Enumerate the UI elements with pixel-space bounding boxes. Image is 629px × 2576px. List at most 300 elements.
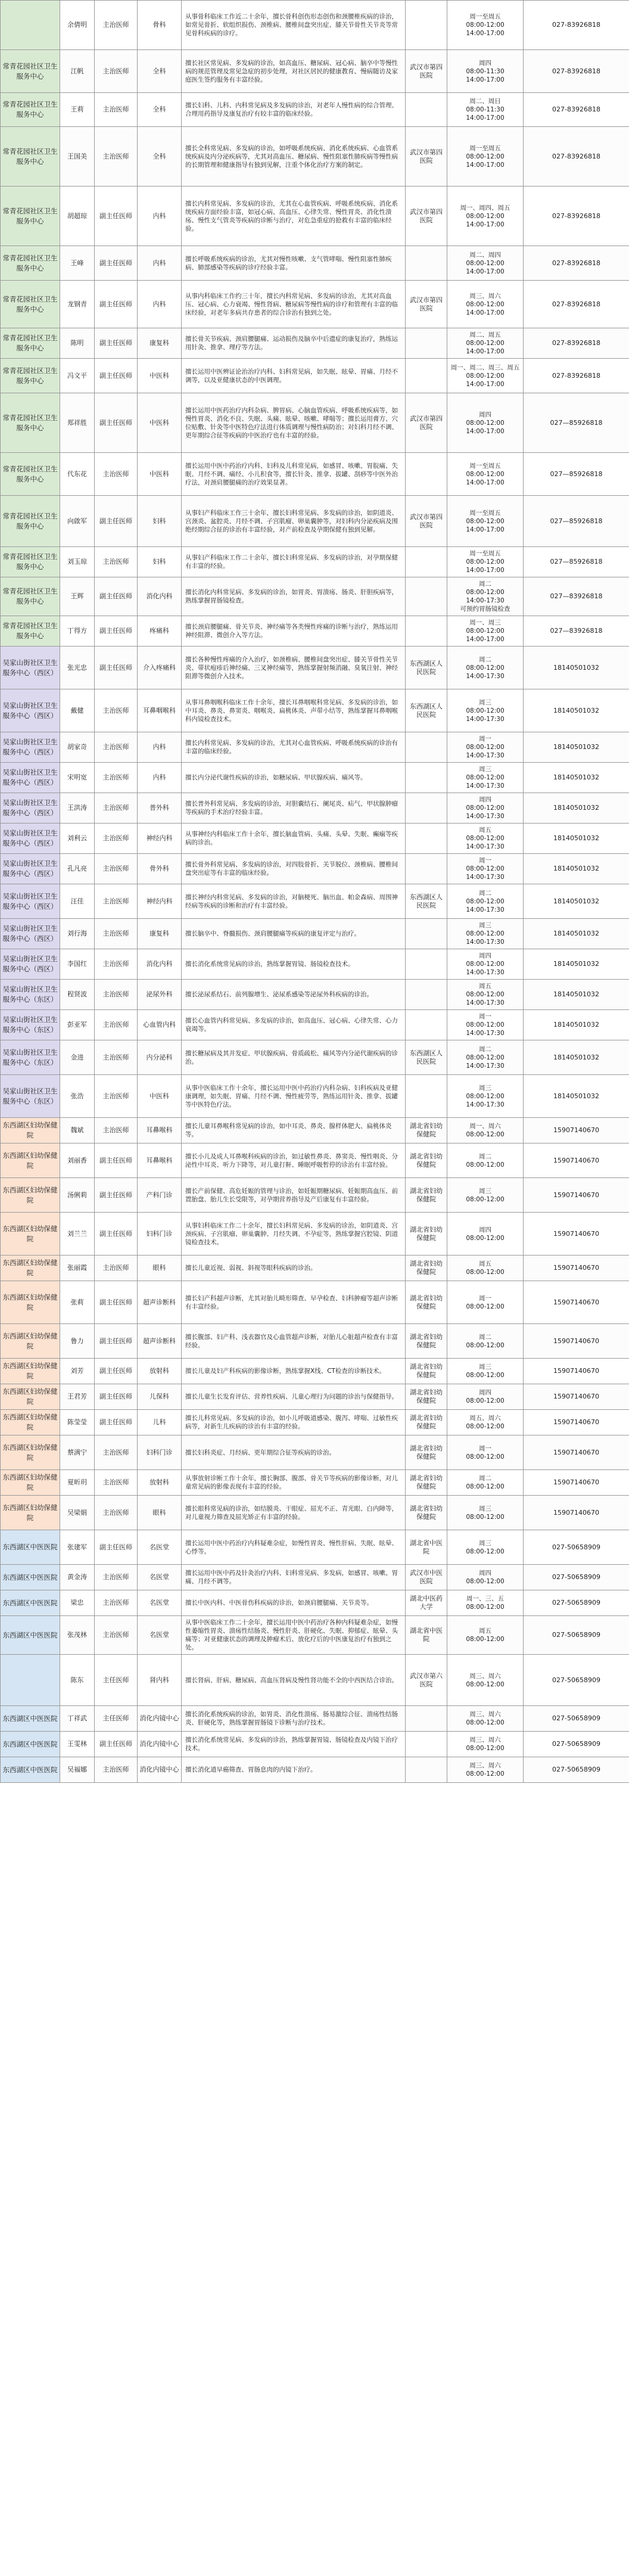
institution-cell: 东西湖区妇幼保健院	[1, 1118, 60, 1143]
institution-cell: 东西湖区中医医院	[1, 1706, 60, 1732]
specialty-description: 擅长骨关节疾病、颈肩腰腿痛、运动损伤及脑卒中后遗症的康复治疗，熟练运用针灸、推拿、理疗等方法。	[182, 328, 406, 359]
table-row	[1, 980, 629, 1010]
department: 中医科	[138, 393, 182, 453]
contact-phone: 027-83926818	[524, 328, 629, 359]
contact-phone: 027—83926818	[524, 577, 629, 616]
institution-cell: 东西湖区中医医院	[1, 1590, 60, 1616]
host-hospital	[406, 359, 447, 393]
clinic-hours: 周三、周六 08:00-12:00	[447, 1757, 524, 1783]
institution-cell: 常青花园社区卫生服务中心	[1, 246, 60, 281]
department: 儿保科	[138, 1384, 182, 1410]
host-hospital: 东西湖区人民医院	[406, 689, 447, 732]
specialty-description: 从事中医临床工作二十余年，擅长运用中医中药治疗各种内科疑难杂症，如慢性萎缩性胃炎、溃疡性结肠炎、慢性肝炎、肝硬化、失眠、抑郁症、眩晕、头痛等；对亚健康状态的调理及肿瘤术后、放化疗后的中医康复治疗有独到之处。	[182, 1616, 406, 1655]
department: 肾内科	[138, 1655, 182, 1706]
contact-phone: 027—85926818	[524, 496, 629, 547]
specialty-description: 从事放射诊断工作十余年，擅长胸部、腹部、骨关节等疾病的影像诊断，对儿童常见病的影像表现有丰富的经验。	[182, 1470, 406, 1496]
table-row	[1, 1075, 629, 1118]
clinic-hours: 周一 08:00-12:00	[447, 1281, 524, 1324]
contact-phone: 15907140670	[524, 1359, 629, 1384]
doctor-name: 张茂林	[60, 1616, 95, 1655]
table-row	[1, 1435, 629, 1470]
contact-phone: 18140501032	[524, 732, 629, 763]
specialty-description: 擅长呼吸系统疾病的诊治，尤其对慢性咳嗽、支气管哮喘、慢性阻塞性肺疾病、肺部感染等疾病的诊疗经验丰富。	[182, 246, 406, 281]
doctor-name: 黄金涛	[60, 1565, 95, 1590]
contact-phone: 18140501032	[524, 1010, 629, 1040]
clinic-hours: 周四 08:00-12:00 14:00-17:00	[447, 393, 524, 453]
host-hospital: 湖北省妇幼保健院	[406, 1324, 447, 1359]
doctor-title: 副主任医师	[95, 1213, 138, 1256]
clinic-hours: 周五 08:00-12:00 14:00-17:30	[447, 824, 524, 854]
specialty-description: 擅长儿童近视、弱视、斜视等眼科疾病的诊治。	[182, 1256, 406, 1281]
department: 神经内科	[138, 884, 182, 919]
table-row	[1, 949, 629, 980]
doctor-name: 王峰	[60, 246, 95, 281]
department: 普外科	[138, 793, 182, 824]
doctor-title: 主治医师	[95, 884, 138, 919]
institution-cell: 常青花园社区卫生服务中心	[1, 50, 60, 93]
institution-cell: 常青花园社区卫生服务中心	[1, 577, 60, 616]
doctor-name: 王辉	[60, 577, 95, 616]
specialty-description: 擅长运用中医中药治疗内科、妇科及儿科常见病，如感冒、咳嗽、胃脘痛、失眠、月经不调、痛经、小儿积食等，擅长针灸、推拿、拔罐、刮痧等中医外治疗法，对颈肩腰腿痛的治疗效果显著。	[182, 453, 406, 496]
specialty-description: 擅长各种慢性疼痛的介入治疗，如颈椎病、腰椎间盘突出症、膝关节骨性关节炎、带状疱疹后神经痛、三叉神经痛等，熟练掌握射频消融、臭氧注射、神经阻滞等微创介入技术。	[182, 647, 406, 689]
clinic-hours: 周一至周五 08:00-12:00 14:00-17:00	[447, 496, 524, 547]
institution-cell: 东西湖区妇幼保健院	[1, 1496, 60, 1530]
clinic-hours: 周三 08:00-12:00 14:00-17:30	[447, 1075, 524, 1118]
doctor-name: 丁祥武	[60, 1706, 95, 1732]
doctor-name: 蔡满宁	[60, 1435, 95, 1470]
doctor-name: 江帆	[60, 50, 95, 93]
host-hospital: 东西湖区人民医院	[406, 1040, 447, 1075]
contact-phone: 027—85926818	[524, 453, 629, 496]
clinic-hours: 周二 08:00-12:00	[447, 1143, 524, 1178]
department: 放射科	[138, 1359, 182, 1384]
host-hospital	[406, 732, 447, 763]
specialty-description: 擅长内科常见病、多发病的诊治，尤其在心血管疾病、呼吸系统疾病、消化系统疾病方面经验丰富，如冠心病、高血压、心律失常、慢性胃炎、消化性溃疡、慢性支气管炎等疾病的诊断与治疗，对危急重症的抢救有丰富的临床经验。	[182, 187, 406, 246]
clinic-hours: 周五 08:00-12:00	[447, 1256, 524, 1281]
doctor-title: 主治医师	[95, 1040, 138, 1075]
host-hospital: 武汉市第四医院	[406, 496, 447, 547]
contact-phone: 15907140670	[524, 1281, 629, 1324]
clinic-hours: 周一至周五 08:00-12:00 14:00-17:00	[447, 1, 524, 50]
host-hospital	[406, 1, 447, 50]
institution-cell: 吴家山街社区卫生服务中心（东区）	[1, 1075, 60, 1118]
department: 骨科	[138, 1, 182, 50]
doctor-name: 郑祥胜	[60, 393, 95, 453]
specialty-description: 擅长运用中医药治疗内科杂病、脾胃病、心脑血管疾病、呼吸系统疾病等，如慢性胃炎、消化不良、失眠、头痛、眩晕、咳嗽、哮喘等；擅长运用膏方、穴位贴敷、针灸等中医特色疗法进行体质调理与慢性病防治；对妇科月经不调、更年期综合征等疾病的中医治疗也有丰富的经验。	[182, 393, 406, 453]
department: 中医科	[138, 453, 182, 496]
department: 名医堂	[138, 1565, 182, 1590]
doctor-title: 副主任医师	[95, 616, 138, 647]
doctor-title: 副主任医师	[95, 1143, 138, 1178]
host-hospital: 湖北省妇幼保健院	[406, 1435, 447, 1470]
clinic-hours: 周二 08:00-12:00 14:00-17:30 可预约胃肠镜检查	[447, 577, 524, 616]
doctor-title: 副主任医师	[95, 393, 138, 453]
host-hospital: 湖北省中医院	[406, 1616, 447, 1655]
doctor-name: 鲁力	[60, 1324, 95, 1359]
specialty-description: 擅长运用中医辨证论治治疗内科、妇科常见病，如失眠、眩晕、胃痛、月经不调等，以及亚健康状态的中医调理。	[182, 359, 406, 393]
contact-phone: 18140501032	[524, 949, 629, 980]
specialty-description: 擅长全科常见病、多发病的诊治，如呼吸系统疾病、消化系统疾病、心血管系统疾病及内分泌疾病等，尤其对高血压、糖尿病、慢性阻塞性肺疾病等慢性病的长期管理和健康指导有独到见解，注重个体化治疗方案的制定。	[182, 127, 406, 187]
specialty-description: 从事内科临床工作约三十年，擅长内科常见病、多发病的诊治，尤其对高血压、冠心病、心力衰竭、慢性肾病、糖尿病等慢性病的诊疗和管理有丰富的临床经验，对老年多病共存患者的综合诊治有独到之处。	[182, 281, 406, 328]
table-row	[1, 854, 629, 884]
doctor-name: 丁得方	[60, 616, 95, 647]
table-row	[1, 1616, 629, 1655]
doctor-title: 主治医师	[95, 980, 138, 1010]
clinic-hours: 周二、周四 08:00-12:00 14:00-17:00	[447, 246, 524, 281]
doctor-name: 代东花	[60, 453, 95, 496]
host-hospital	[406, 763, 447, 793]
contact-phone: 18140501032	[524, 824, 629, 854]
doctor-title: 主治医师	[95, 1470, 138, 1496]
host-hospital: 武汉市中医医院	[406, 1565, 447, 1590]
doctor-name: 向啟军	[60, 496, 95, 547]
specialty-description: 擅长中医内科、中医骨伤科疾病的诊治，如颈肩腰腿痛、关节炎等。	[182, 1590, 406, 1616]
doctor-title: 主治医师	[95, 1, 138, 50]
host-hospital: 湖北省妇幼保健院	[406, 1143, 447, 1178]
specialty-description: 擅长消化内科常见病、多发病的诊治，如胃炎、胃溃疡、肠炎、肝胆疾病等，熟练掌握胃肠镜检查。	[182, 577, 406, 616]
specialty-description: 擅长运用中医中药及针灸治疗内科、妇科常见病、多发病，如感冒、咳嗽、胃痛、月经不调等。	[182, 1565, 406, 1590]
clinic-hours: 周四 08:00-12:00	[447, 1213, 524, 1256]
doctor-name: 胡超琼	[60, 187, 95, 246]
institution-cell: 东西湖区妇幼保健院	[1, 1324, 60, 1359]
clinic-hours: 周二 08:00-12:00 14:00-17:30	[447, 884, 524, 919]
contact-phone: 027-83926818	[524, 50, 629, 93]
doctor-name: 彭亚军	[60, 1010, 95, 1040]
doctor-title: 主治医师	[95, 1010, 138, 1040]
doctor-name: 刘玉琼	[60, 547, 95, 577]
table-row	[1, 453, 629, 496]
department: 内科	[138, 281, 182, 328]
host-hospital: 湖北中医药大学	[406, 1590, 447, 1616]
institution-cell: 东西湖区中医医院	[1, 1757, 60, 1783]
clinic-hours: 周一 08:00-12:00 14:00-17:30	[447, 854, 524, 884]
doctor-name: 陈明	[60, 328, 95, 359]
doctor-name: 李国红	[60, 949, 95, 980]
department: 疼痛科	[138, 616, 182, 647]
specialty-description: 擅长泌尿系结石、前列腺增生、泌尿系感染等泌尿外科疾病的诊治。	[182, 980, 406, 1010]
table-row	[1, 187, 629, 246]
table-row	[1, 1655, 629, 1706]
doctor-name: 夏昕玥	[60, 1470, 95, 1496]
clinic-hours: 周四 08:00-11:30 14:00-17:00	[447, 50, 524, 93]
doctor-name: 龙钢青	[60, 281, 95, 328]
institution-cell: 东西湖区中医医院	[1, 1565, 60, 1590]
host-hospital	[406, 793, 447, 824]
clinic-hours: 周四 08:00-12:00	[447, 1384, 524, 1410]
contact-phone: 15907140670	[524, 1213, 629, 1256]
specialty-description: 擅长骨外科常见病、多发病的诊治，对四肢骨折、关节脱位、颈椎病、腰椎间盘突出症等有丰富的临床经验。	[182, 854, 406, 884]
doctor-name: 宋明宽	[60, 763, 95, 793]
table-row	[1, 824, 629, 854]
clinic-hours: 周二 08:00-12:00 14:00-17:30	[447, 647, 524, 689]
institution-cell: 东西湖区妇幼保健院	[1, 1410, 60, 1435]
clinic-hours: 周三、周六 08:00-12:00	[447, 1706, 524, 1732]
host-hospital: 湖北省妇幼保健院	[406, 1118, 447, 1143]
host-hospital: 武汉市第四医院	[406, 127, 447, 187]
department: 耳鼻喉科	[138, 1143, 182, 1178]
clinic-hours: 周四 08:00-12:00 14:00-17:30	[447, 949, 524, 980]
specialty-description: 擅长内科常见病、多发病的诊治，尤其对心血管疾病、呼吸系统疾病的诊治有丰富的临床经验。	[182, 732, 406, 763]
table-row	[1, 1324, 629, 1359]
institution-cell: 吴家山街社区卫生服务中心（西区）	[1, 793, 60, 824]
contact-phone: 027—85926818	[524, 547, 629, 577]
table-row	[1, 1530, 629, 1565]
contact-phone: 027-83926818	[524, 246, 629, 281]
clinic-hours: 周二 08:00-12:00 14:00-17:30	[447, 1040, 524, 1075]
contact-phone: 18140501032	[524, 689, 629, 732]
clinic-hours: 周四 08:00-12:00 14:00-17:30	[447, 793, 524, 824]
doctor-name: 刘兰兰	[60, 1213, 95, 1256]
specialty-description: 从事耳鼻咽喉科临床工作十余年，擅长耳鼻咽喉科常见病、多发病的诊治，如中耳炎、鼻炎、鼻窦炎、咽喉炎、扁桃体炎、声带小结等，熟练掌握耳鼻咽喉科内镜检查技术。	[182, 689, 406, 732]
doctor-name: 王雯林	[60, 1732, 95, 1757]
clinic-hours: 周一至周五 08:00-12:00 14:00-17:00	[447, 547, 524, 577]
department: 超声诊断科	[138, 1281, 182, 1324]
table-row	[1, 1470, 629, 1496]
host-hospital: 湖北省妇幼保健院	[406, 1496, 447, 1530]
specialty-description: 从事妇产科临床工作三十余年，擅长妇科常见病、多发病的诊治，如阴道炎、宫颈炎、盆腔炎、月经不调、子宫肌瘤、卵巢囊肿等，对妇科内分泌疾病及围绝经期综合征的诊治有丰富经验，对产前检查及孕期保健有独到见解。	[182, 496, 406, 547]
table-row	[1, 328, 629, 359]
table-body	[1, 1, 629, 1783]
department: 消化内科	[138, 577, 182, 616]
specialty-description: 擅长消化系统常见病、多发病的诊治，熟练掌握胃镜、肠镜检查及内镜下治疗技术。	[182, 1732, 406, 1757]
doctor-title: 主治医师	[95, 919, 138, 949]
department: 中医科	[138, 1075, 182, 1118]
contact-phone: 027-50658909	[524, 1655, 629, 1706]
doctor-title: 主治医师	[95, 1256, 138, 1281]
department: 妇科门诊	[138, 1213, 182, 1256]
clinic-hours: 周一 08:00-12:00 14:00-17:30	[447, 1010, 524, 1040]
table-row	[1, 793, 629, 824]
clinic-hours: 周三 08:00-12:00 14:00-17:30	[447, 763, 524, 793]
contact-phone: 027-83926818	[524, 187, 629, 246]
contact-phone: 18140501032	[524, 854, 629, 884]
clinic-hours: 周一 08:00-12:00 14:00-17:30	[447, 732, 524, 763]
clinic-hours: 周一、周三 08:00-12:00 14:00-17:00	[447, 616, 524, 647]
doctor-name: 程贤波	[60, 980, 95, 1010]
clinic-hours: 周三 08:00-12:00	[447, 1496, 524, 1530]
institution-cell: 东西湖区妇幼保健院	[1, 1281, 60, 1324]
contact-phone: 027-83926818	[524, 127, 629, 187]
clinic-hours: 周三 08:00-12:00	[447, 1530, 524, 1565]
department: 介入疼痛科	[138, 647, 182, 689]
table-row	[1, 281, 629, 328]
department: 神经内科	[138, 824, 182, 854]
table-row	[1, 93, 629, 127]
department: 内科	[138, 763, 182, 793]
host-hospital	[406, 824, 447, 854]
institution-cell: 吴家山街社区卫生服务中心（西区）	[1, 647, 60, 689]
host-hospital: 湖北省中医院	[406, 1530, 447, 1565]
host-hospital	[406, 93, 447, 127]
contact-phone: 027-50658909	[524, 1732, 629, 1757]
clinic-hours: 周二、周五 08:00-12:00 14:00-17:00	[447, 328, 524, 359]
doctor-title: 副主任医师	[95, 1410, 138, 1435]
doctor-name: 魏斌	[60, 1118, 95, 1143]
contact-phone: 027-50658909	[524, 1706, 629, 1732]
doctor-name: 陈莹莹	[60, 1410, 95, 1435]
specialty-description: 擅长肾病、肝病、糖尿病、高血压肾病及慢性肾功能不全的中西医结合诊治。	[182, 1655, 406, 1706]
table-row	[1, 919, 629, 949]
table-row	[1, 647, 629, 689]
contact-phone: 15907140670	[524, 1384, 629, 1410]
host-hospital: 武汉市第四医院	[406, 393, 447, 453]
clinic-hours: 周三、周六 08:00-12:00 14:00-17:00	[447, 281, 524, 328]
doctor-name: 王莉	[60, 93, 95, 127]
doctor-name: 汪佳	[60, 884, 95, 919]
department: 泌尿外科	[138, 980, 182, 1010]
doctor-name: 刘利云	[60, 824, 95, 854]
doctor-title: 副主任医师	[95, 1384, 138, 1410]
contact-phone: 18140501032	[524, 919, 629, 949]
host-hospital	[406, 919, 447, 949]
doctor-title: 主治医师	[95, 1757, 138, 1783]
contact-phone: 027—85926818	[524, 393, 629, 453]
doctor-title: 副主任医师	[95, 359, 138, 393]
table-row	[1, 1384, 629, 1410]
doctor-title: 副主任医师	[95, 281, 138, 328]
department: 消化内镜中心	[138, 1732, 182, 1757]
table-row	[1, 689, 629, 732]
specialty-description: 擅长心血管内科常见病、多发病的诊治，如高血压、冠心病、心律失常、心力衰竭等。	[182, 1010, 406, 1040]
department: 妇科门诊	[138, 1435, 182, 1470]
clinic-hours: 周三 08:00-12:00 14:00-17:30	[447, 919, 524, 949]
table-row	[1, 393, 629, 453]
contact-phone: 18140501032	[524, 763, 629, 793]
host-hospital	[406, 1075, 447, 1118]
doctor-name: 刘行海	[60, 919, 95, 949]
doctor-title: 主任医师	[95, 1655, 138, 1706]
clinic-hours: 周三、周六 08:00-12:00	[447, 1732, 524, 1757]
table-row	[1, 246, 629, 281]
department: 消化内科	[138, 949, 182, 980]
doctor-name: 梁忠	[60, 1590, 95, 1616]
doctor-name: 王国美	[60, 127, 95, 187]
host-hospital	[406, 577, 447, 616]
table-row	[1, 1, 629, 50]
contact-phone: 027-50658909	[524, 1616, 629, 1655]
doctor-name: 胡家奇	[60, 732, 95, 763]
doctor-title: 副主任医师	[95, 1178, 138, 1213]
doctor-name: 汤俐莉	[60, 1178, 95, 1213]
contact-phone: 15907140670	[524, 1470, 629, 1496]
table-row	[1, 1010, 629, 1040]
table-row	[1, 884, 629, 919]
doctor-title: 主治医师	[95, 1435, 138, 1470]
table-row	[1, 1256, 629, 1281]
specialty-description: 擅长糖尿病及其并发症、甲状腺疾病、骨质疏松、痛风等内分泌代谢疾病的诊治。	[182, 1040, 406, 1075]
specialty-description: 从事骨科临床工作近二十余年，擅长骨科创伤形态创伤和颈腰椎疾病的诊治，如常见骨折、软组织损伤、颈椎病、腰椎间盘突出症、膝关节骨性关节炎等常见骨科疾病的诊疗。	[182, 1, 406, 50]
doctor-title: 副主任医师	[95, 187, 138, 246]
institution-cell: 吴家山街社区卫生服务中心（西区）	[1, 824, 60, 854]
host-hospital: 东西湖区人民医院	[406, 884, 447, 919]
doctor-title: 主治医师	[95, 547, 138, 577]
doctor-title: 主治医师	[95, 1496, 138, 1530]
specialty-description: 擅长小儿及成人耳鼻喉科疾病的诊治，如过敏性鼻炎、鼻窦炎、慢性咽炎、分泌性中耳炎、听力下降等，对儿童打鼾、睡眠呼吸暂停的诊治有丰富经验。	[182, 1143, 406, 1178]
doctor-name: 张莉	[60, 1281, 95, 1324]
doctor-name: 王君芳	[60, 1384, 95, 1410]
host-hospital	[406, 1706, 447, 1732]
doctor-title: 主治医师	[95, 93, 138, 127]
specialty-description: 擅长社区常见病、多发病的诊治，如高血压、糖尿病、冠心病、脑卒中等慢性病的规范管理及常见急症的初步处理，对社区居民的健康教育、慢病随访及家庭医生签约服务有丰富经验。	[182, 50, 406, 93]
host-hospital: 湖北省妇幼保健院	[406, 1470, 447, 1496]
host-hospital: 武汉市第四医院	[406, 50, 447, 93]
doctor-name: 孔凡亮	[60, 854, 95, 884]
host-hospital	[406, 854, 447, 884]
doctor-name: 王洪涛	[60, 793, 95, 824]
specialty-description: 擅长妇科炎症、月经病、更年期综合征等疾病的诊治。	[182, 1435, 406, 1470]
department: 妇科	[138, 496, 182, 547]
institution-cell: 东西湖区妇幼保健院	[1, 1435, 60, 1470]
doctor-name: 冯文平	[60, 359, 95, 393]
doctor-title: 主治医师	[95, 763, 138, 793]
doctor-name: 陈东	[60, 1655, 95, 1706]
department: 全科	[138, 127, 182, 187]
host-hospital: 武汉市第四医院	[406, 281, 447, 328]
specialty-description: 擅长运用中医中药治疗内科疑难杂症，如慢性胃炎、慢性肝病、失眠、眩晕、心悸等。	[182, 1530, 406, 1565]
clinic-hours: 周二、周日 08:00-11:30 14:00-17:00	[447, 93, 524, 127]
department: 内科	[138, 732, 182, 763]
department: 名医堂	[138, 1590, 182, 1616]
department: 消化内镜中心	[138, 1706, 182, 1732]
doctor-name: 吴梁娟	[60, 1496, 95, 1530]
specialty-description: 擅长妇产科超声诊断，尤其对胎儿畸形筛查、早孕检查、妇科肿瘤等超声诊断有丰富经验。	[182, 1281, 406, 1324]
contact-phone: 15907140670	[524, 1496, 629, 1530]
doctor-title: 主治医师	[95, 1616, 138, 1655]
contact-phone: 15907140670	[524, 1410, 629, 1435]
department: 耳鼻喉科	[138, 1118, 182, 1143]
department: 儿科	[138, 1410, 182, 1435]
institution-cell: 常青花园社区卫生服务中心	[1, 393, 60, 453]
host-hospital: 湖北省妇幼保健院	[406, 1256, 447, 1281]
specialty-description: 擅长妇科、儿科、内科常见病及多发病的诊治，对老年人慢性病的综合管理、合理用药指导及康复治疗有较丰富的临床经验。	[182, 93, 406, 127]
doctor-title: 主治医师	[95, 1590, 138, 1616]
contact-phone: 027—83926818	[524, 616, 629, 647]
specialty-description: 擅长消化系统疾病的诊治，如胃炎、消化性溃疡、肠易激综合征、溃疡性结肠炎、肝硬化等，熟练掌握胃肠镜下诊断与治疗技术。	[182, 1706, 406, 1732]
doctor-title: 副主任医师	[95, 246, 138, 281]
doctor-title: 主治医师	[95, 1075, 138, 1118]
doctor-title: 副主任医师	[95, 1732, 138, 1757]
contact-phone: 15907140670	[524, 1143, 629, 1178]
institution-cell: 吴家山街社区卫生服务中心（西区）	[1, 732, 60, 763]
host-hospital	[406, 453, 447, 496]
institution-cell: 常青花园社区卫生服务中心	[1, 187, 60, 246]
host-hospital	[406, 616, 447, 647]
institution-cell: 吴家山街社区卫生服务中心（西区）	[1, 949, 60, 980]
institution-cell: 常青花园社区卫生服务中心	[1, 328, 60, 359]
contact-phone: 18140501032	[524, 980, 629, 1010]
specialty-description: 擅长儿童生长发育评估、营养性疾病、儿童心理行为问题的诊治与保健指导。	[182, 1384, 406, 1410]
department: 全科	[138, 93, 182, 127]
clinic-hours: 周一至周五 08:00-12:00 14:00-17:00	[447, 127, 524, 187]
doctor-title: 副主任医师	[95, 1530, 138, 1565]
doctor-title: 主治医师	[95, 1118, 138, 1143]
department: 内科	[138, 246, 182, 281]
department: 骨外科	[138, 854, 182, 884]
contact-phone: 027-83926818	[524, 1, 629, 50]
clinic-hours: 周五 08:00-12:00	[447, 1616, 524, 1655]
table-row	[1, 616, 629, 647]
specialty-description: 从事神经内科临床工作十余年，擅长脑血管病、头痛、头晕、失眠、癫痫等疾病的诊治。	[182, 824, 406, 854]
table-row	[1, 1040, 629, 1075]
institution-cell: 常青花园社区卫生服务中心	[1, 496, 60, 547]
contact-phone: 027-83926818	[524, 93, 629, 127]
table-row	[1, 763, 629, 793]
department: 消化内镜中心	[138, 1757, 182, 1783]
contact-phone: 15907140670	[524, 1118, 629, 1143]
contact-phone: 18140501032	[524, 793, 629, 824]
table-row	[1, 1757, 629, 1783]
table-row	[1, 1143, 629, 1178]
